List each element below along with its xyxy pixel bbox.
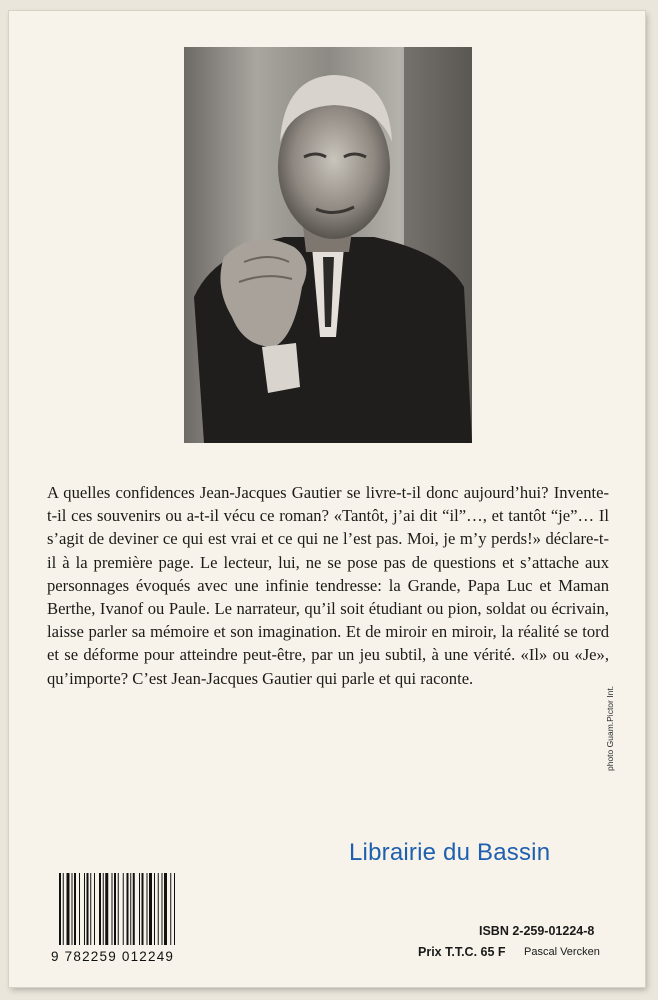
- barcode-bars: [59, 873, 219, 947]
- book-back-cover: [9, 11, 645, 987]
- portrait-illustration: [184, 47, 472, 443]
- isbn-number: ISBN 2-259-01224-8: [479, 924, 595, 938]
- barcode-digits: 9 782259 012249: [51, 949, 175, 964]
- photo-credit: photo Guam.Pictor Int.: [605, 685, 615, 771]
- bookstore-stamp: Librairie du Bassin: [349, 839, 551, 866]
- barcode: [51, 873, 223, 964]
- price-label: Prix T.T.C. 65 F: [418, 945, 506, 959]
- author-portrait-photo: [184, 47, 472, 443]
- back-cover-blurb: A quelles confidences Jean-Jacques Gautier se livre-t-il donc aujourd’hui? Invente-t-il ces souvenirs ou a-t-il vécu ce roman? «Tantôt, j’ai dit “il”…, et tantôt “je”… Il s’agit de deviner ce qui est vrai et ce qui ne l’est pas. Moi, je m’y perds!» déclare-t-il à la première page. Le lecteur, lui, ne se pose pas de questions et s’attache aux personnages évoqués avec une infinie tendresse: la Grande, Papa Luc et Maman Berthe, Ivanof ou Paule. Le narrateur, qu’il soit étudiant ou pion, soldat ou écrivain, laisse parler sa mémoire et son imagination. Et de miroir en miroir, la réalité se tord et se déforme pour atteindre peut-être, par un jeu subtil, à une vérité. «Il» ou «Je», qu’importe? C’est Jean-Jacques Gautier qui parle et qui raconte.: [47, 483, 609, 688]
- cover-designer: Pascal Vercken: [524, 946, 600, 958]
